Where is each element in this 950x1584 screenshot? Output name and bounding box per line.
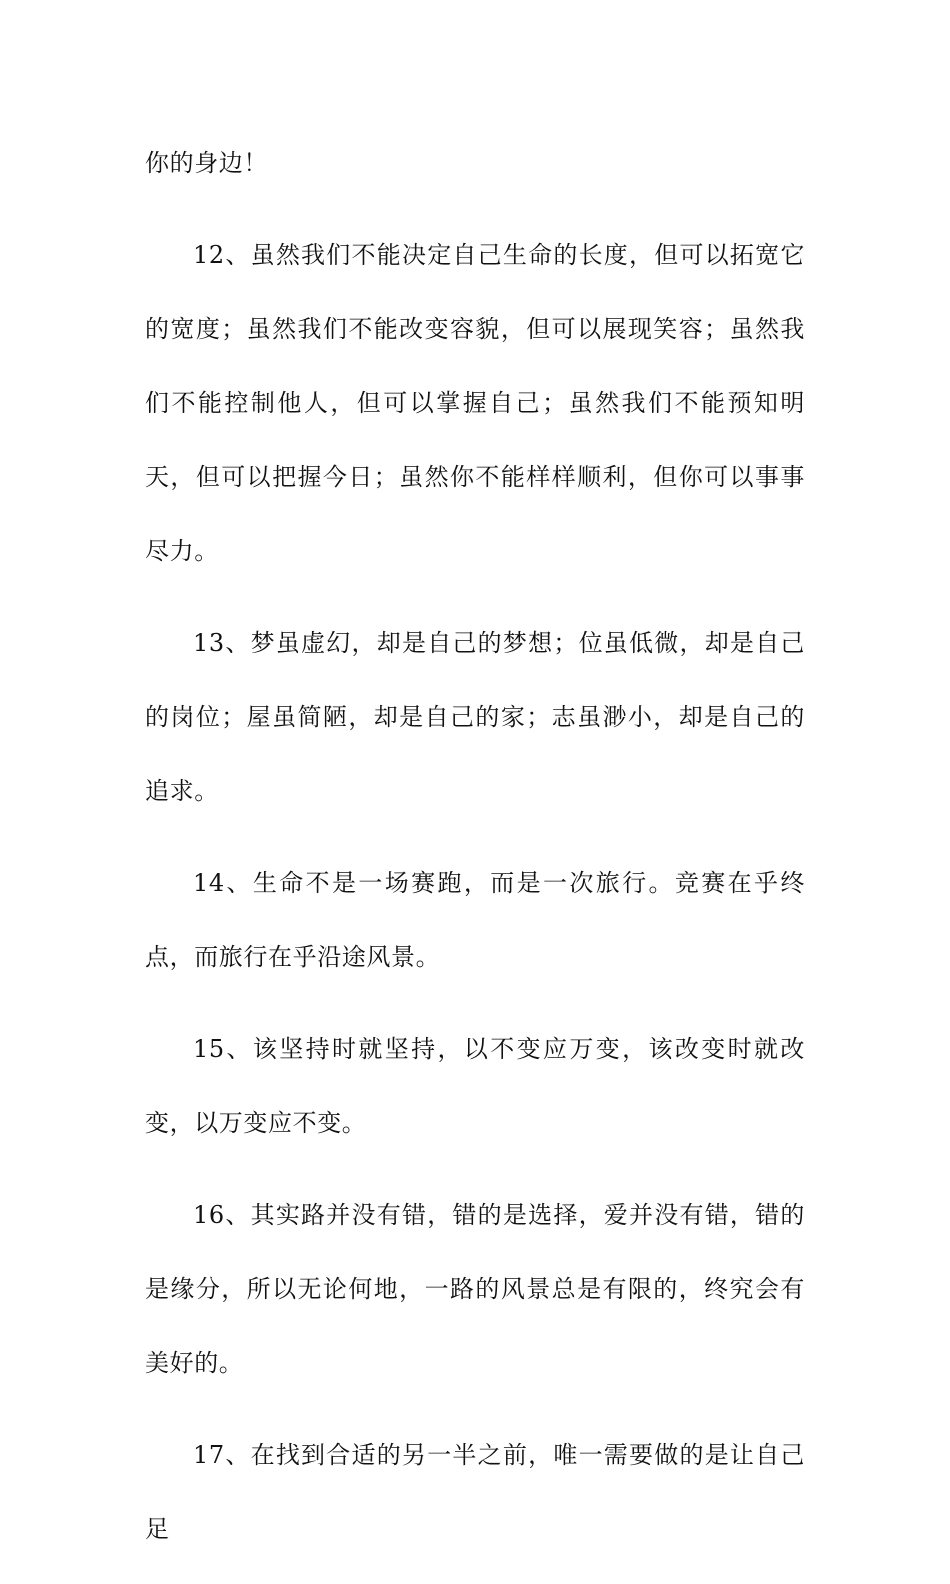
paragraph-13: 13、梦虽虚幻，却是自己的梦想；位虽低微，却是自己的岗位；屋虽简陋，却是自己的家；志虽渺小，却是自己的追求。 (145, 629, 805, 805)
document-body (145, 126, 805, 1584)
paragraph-16: 16、其实路并没有错，错的是选择，爱并没有错，错的是缘分，所以无论何地，一路的风景总是有限的，终究会有美好的。 (145, 1201, 805, 1377)
paragraph-continuation: 你的身边！ (145, 149, 268, 177)
paragraph-17: 17、在找到合适的另一半之前，唯一需要做的是让自己足 (145, 1441, 805, 1543)
paragraph-12: 12、虽然我们不能决定自己生命的长度，但可以拓宽它的宽度；虽然我们不能改变容貌，但可以展现笑容；虽然我们不能控制他人，但可以掌握自己；虽然我们不能预知明天，但可以把握今日；虽然你不能样样顺利，但你可以事事尽力。 (145, 241, 805, 565)
paragraph-15: 15、该坚持时就坚持，以不变应万变，该改变时就改变，以万变应不变。 (145, 1035, 805, 1137)
paragraph-14: 14、生命不是一场赛跑，而是一次旅行。竞赛在乎终点，而旅行在乎沿途风景。 (145, 869, 805, 971)
